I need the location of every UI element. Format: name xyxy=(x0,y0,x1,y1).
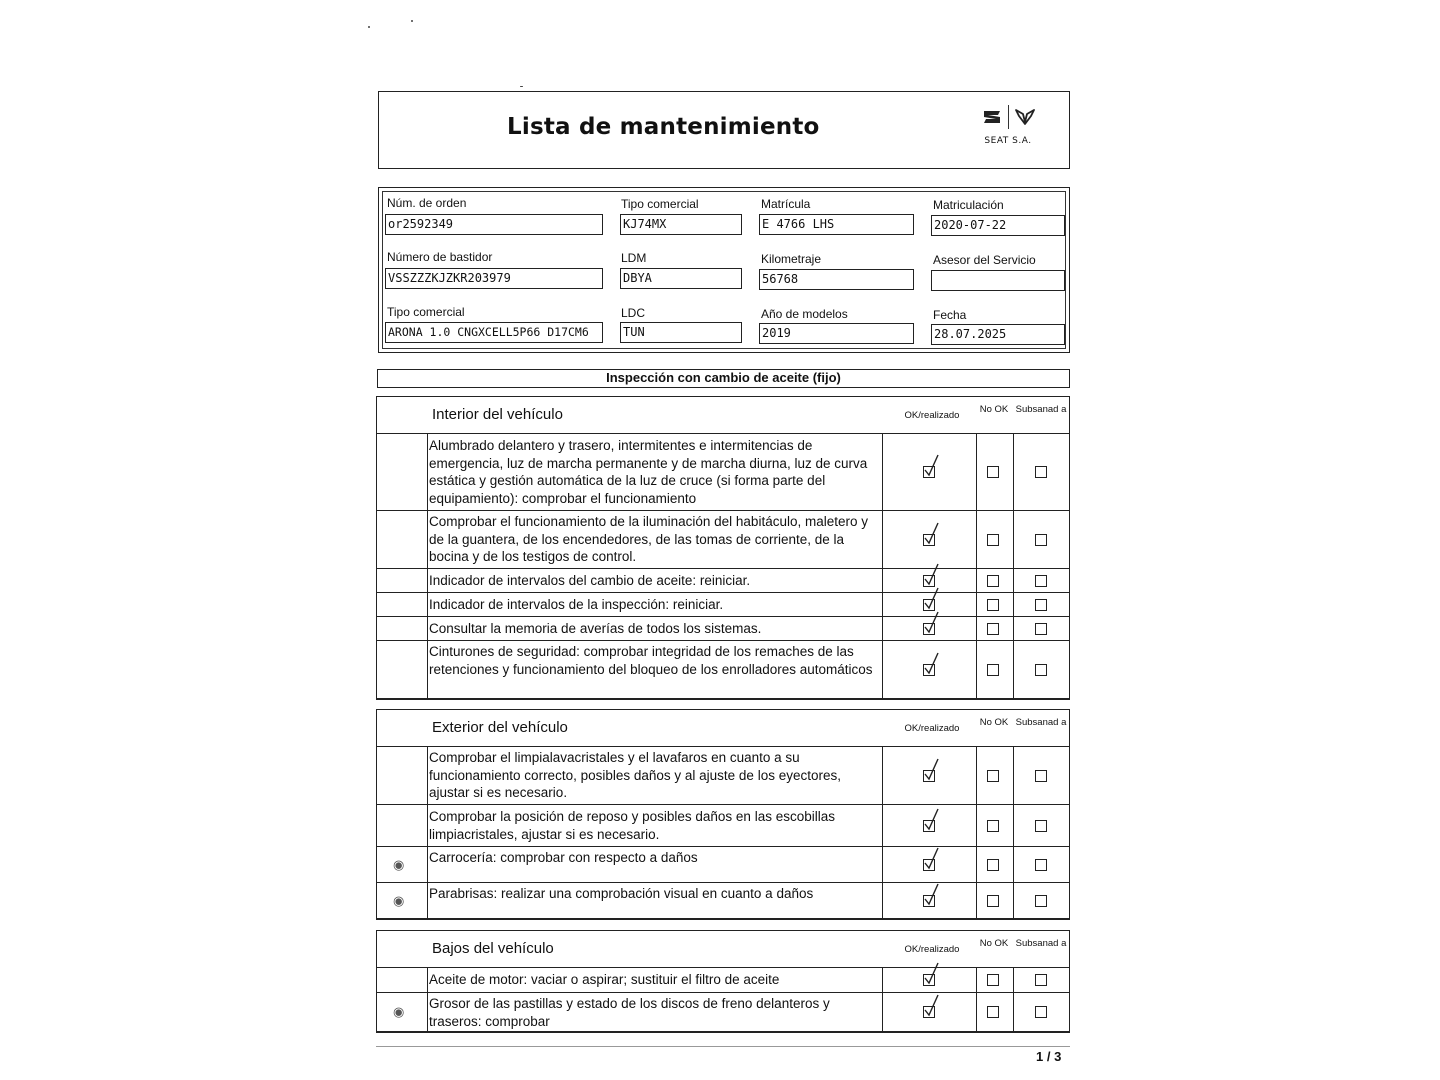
ok-checkbox[interactable] xyxy=(923,1006,935,1018)
matricula-field: E 4766 LHS xyxy=(759,214,914,235)
col-ok-header: OK/realizado xyxy=(904,944,960,955)
subsanada-checkbox[interactable] xyxy=(1035,664,1047,676)
anio-modelos-field: 2019 xyxy=(759,323,914,344)
checklist-item-text: Parabrisas: realizar una comprobación visual en cuanto a daños xyxy=(429,886,814,901)
col-subsanada-header: Subsanad a xyxy=(1015,717,1067,728)
tipo-comercial-2-field: ARONA 1.0 CNGXCELL5P66 D17CM6 xyxy=(385,322,603,343)
column-divider xyxy=(1013,747,1014,919)
subsanada-checkbox[interactable] xyxy=(1035,623,1047,635)
section-header xyxy=(377,931,1069,968)
no-ok-checkbox[interactable] xyxy=(987,466,999,478)
column-divider xyxy=(976,968,977,1032)
kilometraje-label: Kilometraje xyxy=(761,252,822,266)
checklist-item-text: Comprobar el funcionamiento de la iluminación del habitáculo, maletero y de la guantera, de los encendedores, de las tomas de corriente, de la bocina y de los testigos de control. xyxy=(429,514,868,565)
column-divider xyxy=(427,968,428,1032)
document-title: Lista de mantenimiento xyxy=(507,114,820,140)
tipo-comercial-label: Tipo comercial xyxy=(621,197,699,211)
bastidor-field: VSSZZZKJZKR203979 xyxy=(385,268,603,289)
column-divider xyxy=(976,747,977,919)
scan-speck xyxy=(411,20,413,22)
no-ok-checkbox[interactable] xyxy=(987,534,999,546)
no-ok-checkbox[interactable] xyxy=(987,770,999,782)
column-divider xyxy=(882,968,883,1032)
checklist-item-text: Grosor de las pastillas y estado de los discos de freno delanteros y traseros: comprobar xyxy=(429,996,830,1029)
subsanada-checkbox[interactable] xyxy=(1035,466,1047,478)
no-ok-checkbox[interactable] xyxy=(987,859,999,871)
subsanada-checkbox[interactable] xyxy=(1035,599,1047,611)
subsanada-checkbox[interactable] xyxy=(1035,534,1047,546)
matriculacion-label: Matriculación xyxy=(933,198,1004,212)
matricula-label: Matrícula xyxy=(761,197,811,211)
tipo-comercial-2-label: Tipo comercial xyxy=(387,305,465,319)
col-no-ok-header: No OK xyxy=(979,717,1009,728)
subsanada-checkbox[interactable] xyxy=(1035,770,1047,782)
no-ok-checkbox[interactable] xyxy=(987,575,999,587)
eye-icon: ◉ xyxy=(393,893,405,909)
section-title: Exterior del vehículo xyxy=(432,719,568,736)
checklist-item-text: Comprobar el limpialavacristales y el lavafaros en cuanto a su funcionamiento correcto, posibles daños y al ajuste de los eyectores, ajustar si es necesario. xyxy=(429,750,841,801)
checklist-item-text: Aceite de motor: vaciar o aspirar; sustituir el filtro de aceite xyxy=(429,972,780,988)
anio-modelos-label: Año de modelos xyxy=(761,307,848,321)
checklist-row xyxy=(377,569,1069,593)
scan-speck xyxy=(520,86,523,87)
column-divider xyxy=(1013,968,1014,1032)
checklist-row xyxy=(377,641,1069,699)
col-ok-header: OK/realizado xyxy=(904,410,960,421)
subsanada-checkbox[interactable] xyxy=(1035,895,1047,907)
vehicle-info-box xyxy=(378,187,1070,353)
scan-speck xyxy=(368,26,370,28)
orden-field: or2592349 xyxy=(385,214,603,235)
ldc-field: TUN xyxy=(620,322,742,343)
subsanada-checkbox[interactable] xyxy=(1035,575,1047,587)
col-subsanada-header: Subsanad a xyxy=(1015,404,1067,415)
seat-logo-icon xyxy=(982,109,1002,125)
col-ok-header: OK/realizado xyxy=(904,723,960,734)
no-ok-checkbox[interactable] xyxy=(987,599,999,611)
ok-checkbox[interactable] xyxy=(923,859,935,871)
column-divider xyxy=(427,747,428,919)
ok-checkbox[interactable] xyxy=(923,534,935,546)
ok-checkbox[interactable] xyxy=(923,466,935,478)
eye-icon: ◉ xyxy=(393,857,405,873)
ldm-label: LDM xyxy=(621,251,647,265)
subsanada-checkbox[interactable] xyxy=(1035,820,1047,832)
bottom-rule xyxy=(376,1046,1070,1047)
checklist-row xyxy=(377,617,1069,641)
ldm-field: DBYA xyxy=(620,268,742,289)
checklist-row xyxy=(377,747,1069,805)
asesor-field xyxy=(931,270,1065,291)
ok-checkbox[interactable] xyxy=(923,974,935,986)
col-no-ok-header: No OK xyxy=(979,938,1009,949)
checklist-row xyxy=(377,993,1069,1032)
section-title: Bajos del vehículo xyxy=(432,940,554,957)
checklist-row xyxy=(377,805,1069,847)
checklist-item-text: Indicador de intervalos de la inspección: reiniciar. xyxy=(429,596,724,612)
checklist-row xyxy=(377,883,1069,919)
column-divider xyxy=(976,434,977,699)
checklist-row xyxy=(377,593,1069,617)
orden-label: Núm. de orden xyxy=(387,196,467,210)
asesor-label: Asesor del Servicio xyxy=(933,253,1036,267)
col-subsanada-header: Subsanad a xyxy=(1015,938,1067,949)
no-ok-checkbox[interactable] xyxy=(987,1006,999,1018)
no-ok-checkbox[interactable] xyxy=(987,664,999,676)
column-divider xyxy=(882,434,883,699)
column-divider xyxy=(1013,434,1014,699)
brand-name: SEAT S.A. xyxy=(984,136,1032,146)
checklist-item-text: Alumbrado delantero y trasero, intermitentes e intermitencias de emergencia, luz de marcha permanente y de marcha diurna, luz de curva estática y gestión automática de la luz de cruce (si forma parte del equipamiento): comprobar el funcionamiento xyxy=(429,438,868,506)
section-box xyxy=(376,930,1070,1033)
checklist-item-text: Consultar la memoria de averías de todos los sistemas. xyxy=(429,620,762,636)
checklist-row xyxy=(377,511,1069,569)
ok-checkbox[interactable] xyxy=(923,623,935,635)
no-ok-checkbox[interactable] xyxy=(987,974,999,986)
ok-checkbox[interactable] xyxy=(923,895,935,907)
no-ok-checkbox[interactable] xyxy=(987,895,999,907)
section-title: Interior del vehículo xyxy=(432,406,563,423)
eye-icon: ◉ xyxy=(393,1005,405,1020)
subsanada-checkbox[interactable] xyxy=(1035,1006,1047,1018)
bastidor-label: Número de bastidor xyxy=(387,250,493,264)
section-header xyxy=(377,710,1069,747)
subsanada-checkbox[interactable] xyxy=(1035,974,1047,986)
ok-checkbox[interactable] xyxy=(923,770,935,782)
fecha-label: Fecha xyxy=(933,308,967,322)
ok-checkbox[interactable] xyxy=(923,820,935,832)
cupra-logo-icon xyxy=(1015,108,1035,126)
kilometraje-field: 56768 xyxy=(759,269,914,290)
tipo-comercial-field: KJ74MX xyxy=(620,214,742,235)
brand-block xyxy=(975,104,1041,146)
matriculacion-field: 2020-07-22 xyxy=(931,215,1065,236)
page-number: 1 / 3 xyxy=(1036,1049,1062,1064)
column-divider xyxy=(882,747,883,919)
section-box xyxy=(376,709,1070,920)
no-ok-checkbox[interactable] xyxy=(987,820,999,832)
section-header xyxy=(377,397,1069,434)
title-box xyxy=(378,91,1070,169)
checklist-item-text: Carrocería: comprobar con respecto a daños xyxy=(429,850,698,865)
checklist-row xyxy=(377,434,1069,511)
fecha-field: 28.07.2025 xyxy=(931,324,1065,345)
col-no-ok-header: No OK xyxy=(979,404,1009,415)
ldc-label: LDC xyxy=(621,306,646,320)
brand-separator xyxy=(1008,105,1009,129)
inspection-banner: Inspección con cambio de aceite (fijo) xyxy=(377,369,1070,388)
checklist-row xyxy=(377,968,1069,993)
checklist-item-text: Cinturones de seguridad: comprobar integridad de los remaches de las retenciones y funcionamiento del bloqueo de los enrolladores automáticos xyxy=(429,644,873,677)
subsanada-checkbox[interactable] xyxy=(1035,859,1047,871)
column-divider xyxy=(427,434,428,699)
section-box xyxy=(376,396,1070,700)
checklist-row xyxy=(377,847,1069,883)
checklist-item-text: Comprobar la posición de reposo y posibles daños en las escobillas limpiacristales, ajustar si es necesario. xyxy=(429,809,835,842)
checklist-item-text: Indicador de intervalos del cambio de aceite: reiniciar. xyxy=(429,572,751,588)
no-ok-checkbox[interactable] xyxy=(987,623,999,635)
ok-checkbox[interactable] xyxy=(923,664,935,676)
